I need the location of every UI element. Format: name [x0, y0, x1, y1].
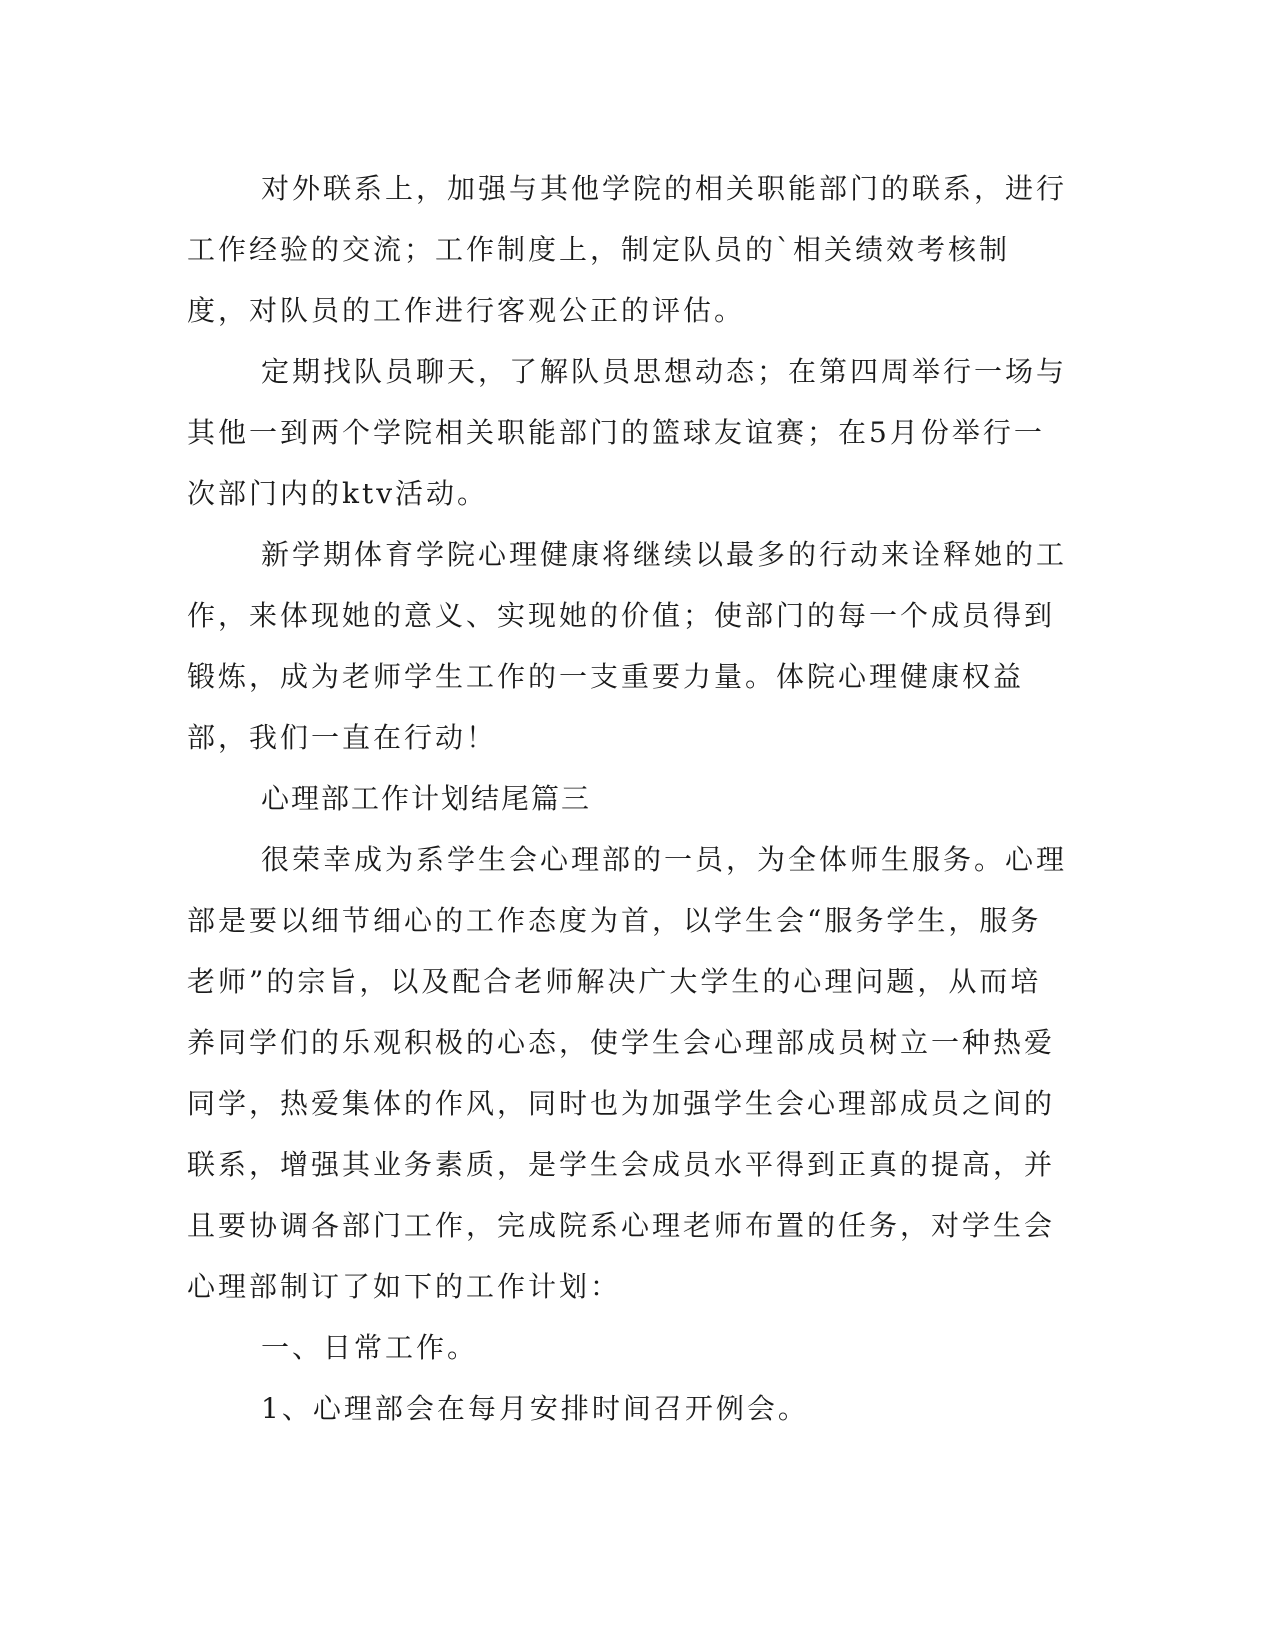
paragraph-external-contact: 对外联系上，加强与其他学院的相关职能部门的联系，进行工作经验的交流；工作制度上，制定队员的`相关绩效考核制度，对队员的工作进行客观公正的评估。 [187, 172, 1068, 327]
paragraph-member-activities: 定期找队员聊天，了解队员思想动态；在第四周举行一场与其他一到两个学院相关职能部门的篮球友谊赛；在5月份举行一次部门内的ktv活动。 [187, 355, 1068, 510]
paragraph-introduction: 很荣幸成为系学生会心理部的一员，为全体师生服务。心理部是要以细节细心的工作态度为首，以学生会“服务学生，服务老师”的宗旨，以及配合老师解决广大学生的心理问题，从而培养同学们的乐观积极的心态，使学生会心理部成员树立一种热爱同学，热爱集体的作风，同时也为加强学生会心理部成员之间的联系，增强其业务素质，是学生会成员水平得到正真的提高，并且要协调各部门工作，完成院系心理老师布置的任务，对学生会心理部制订了如下的工作计划： [187, 843, 1068, 1303]
section-heading: 心理部工作计划结尾篇三 [261, 782, 592, 815]
document-body [187, 158, 1067, 1439]
list-item-monthly-meeting: 1、心理部会在每月安排时间召开例会。 [261, 1392, 809, 1425]
list-heading-daily-work: 一、日常工作。 [261, 1331, 479, 1364]
paragraph-new-semester: 新学期体育学院心理健康将继续以最多的行动来诠释她的工作，来体现她的意义、实现她的价值；使部门的每一个成员得到锻炼，成为老师学生工作的一支重要力量。体院心理健康权益部，我们一直在行动！ [187, 538, 1068, 754]
